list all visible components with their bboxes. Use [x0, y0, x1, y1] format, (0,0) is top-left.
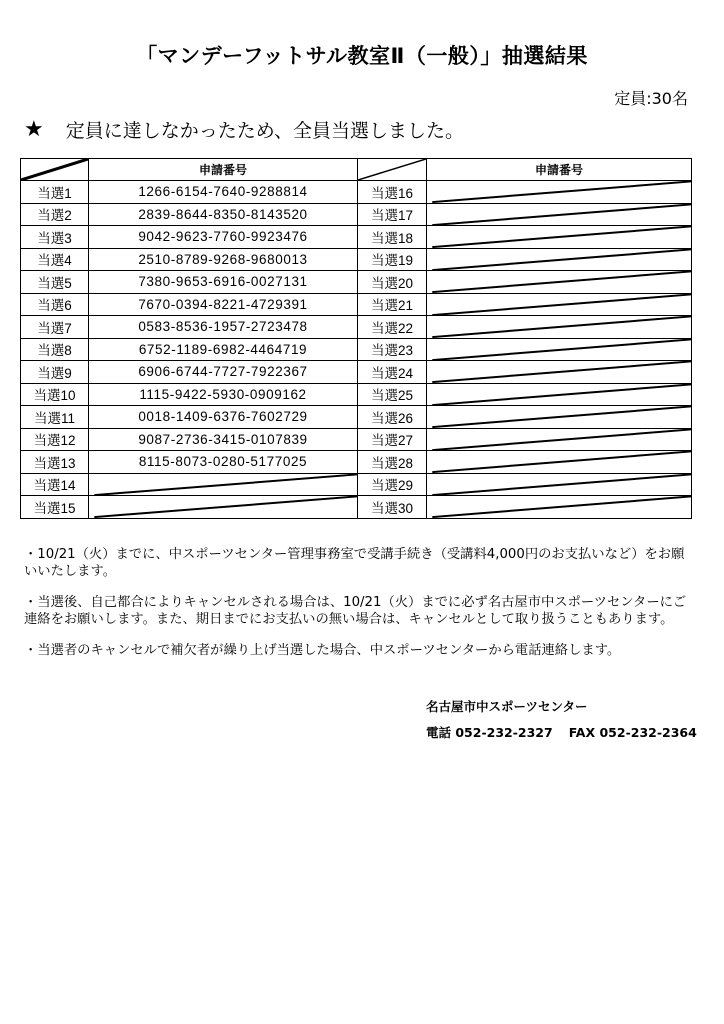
- application-number: [427, 496, 692, 519]
- header-corner-cell-left: [21, 159, 89, 181]
- table-row: [21, 496, 692, 519]
- application-number: [89, 473, 358, 496]
- application-number: [427, 293, 692, 316]
- fax-number: FAX 052-232-2364: [568, 725, 697, 740]
- table-row: [21, 428, 692, 451]
- winner-label: 当選25: [358, 383, 427, 406]
- winner-label: 当選5: [21, 271, 89, 294]
- winner-label: 当選28: [358, 451, 427, 474]
- header-application-number-left: 申請番号: [89, 159, 358, 181]
- empty-slash: [427, 496, 691, 518]
- note-item: ・10/21（火）までに、中スポーツセンター管理事務室で受講手続き（受講料4,000円のお支払いなど）をお願いいたします。: [24, 547, 685, 579]
- empty-slash: [427, 474, 691, 496]
- empty-slash: [427, 249, 691, 271]
- note-item: ・当選後、自己都合によりキャンセルされる場合は、10/21（火）までに必ず名古屋市中スポーツセンターにご連絡をお願いします。また、期日までにお支払いの無い場合は、キャンセルとして取り扱うこともあります。: [24, 595, 687, 627]
- empty-slash: [427, 384, 691, 406]
- empty-slash: [427, 429, 691, 451]
- empty-slash: [427, 294, 691, 316]
- winner-label: 当選30: [358, 496, 427, 519]
- table-row: [21, 316, 692, 339]
- empty-slash: [89, 474, 357, 496]
- application-number: [427, 428, 692, 451]
- notice-line: [24, 116, 464, 143]
- winner-label: 当選15: [21, 496, 89, 519]
- organization-name: 名古屋市中スポーツセンター: [426, 699, 588, 714]
- capacity-label: 定員:30名: [614, 89, 688, 108]
- empty-slash: [427, 361, 691, 383]
- table-row: [21, 473, 692, 496]
- winner-label: 当選21: [358, 293, 427, 316]
- winner-label: 当選2: [21, 203, 89, 226]
- table-body: [21, 181, 692, 519]
- phone-number: 電話 052-232-2327: [426, 725, 553, 740]
- application-number: [427, 226, 692, 249]
- application-number: 9042-9623-7760-9923476: [89, 226, 358, 249]
- table-row: [21, 451, 692, 474]
- empty-slash: [89, 496, 357, 518]
- application-number: [427, 203, 692, 226]
- diagonal-slash: [358, 159, 426, 180]
- winner-label: 当選7: [21, 316, 89, 339]
- winner-label: 当選27: [358, 428, 427, 451]
- lottery-results-table: [20, 158, 692, 519]
- table-row: [21, 248, 692, 271]
- empty-slash: [427, 339, 691, 361]
- diagonal-slash: [21, 159, 88, 180]
- winner-label: 当選20: [358, 271, 427, 294]
- application-number: 7670-0394-8221-4729391: [89, 293, 358, 316]
- contact-footer: [426, 694, 697, 746]
- winner-label: 当選3: [21, 226, 89, 249]
- winner-label: 当選4: [21, 248, 89, 271]
- application-number: 9087-2736-3415-0107839: [89, 428, 358, 451]
- winner-label: 当選9: [21, 361, 89, 384]
- contact-numbers: [426, 720, 697, 746]
- winner-label: 当選11: [21, 406, 89, 429]
- table-row: [21, 226, 692, 249]
- application-number: [427, 451, 692, 474]
- note-item: ・当選者のキャンセルで補欠者が繰り上げ当選した場合、中スポーツセンターから電話連絡します。: [24, 643, 621, 658]
- winner-label: 当選17: [358, 203, 427, 226]
- application-number: 1266-6154-7640-9288814: [89, 181, 358, 204]
- winner-label: 当選1: [21, 181, 89, 204]
- application-number: [89, 496, 358, 519]
- winner-label: 当選29: [358, 473, 427, 496]
- application-number: 2839-8644-8350-8143520: [89, 203, 358, 226]
- empty-slash: [427, 316, 691, 338]
- application-number: 8115-8073-0280-5177025: [89, 451, 358, 474]
- page-title: 「マンデーフットサル教室Ⅱ（一般）」抽選結果: [136, 44, 588, 68]
- table-row: [21, 293, 692, 316]
- star-icon: ★: [24, 117, 44, 142]
- application-number: 1115-9422-5930-0909162: [89, 383, 358, 406]
- table-row: [21, 361, 692, 384]
- winner-label: 当選14: [21, 473, 89, 496]
- table-row: [21, 181, 692, 204]
- header-corner-cell-right: [358, 159, 427, 181]
- winner-label: 当選10: [21, 383, 89, 406]
- notice-text: 定員に達しなかったため、全員当選しました。: [65, 120, 464, 142]
- empty-slash: [427, 204, 691, 226]
- header-application-number-right: 申請番号: [427, 159, 692, 181]
- application-number: [427, 181, 692, 204]
- application-number: [427, 338, 692, 361]
- winner-label: 当選18: [358, 226, 427, 249]
- winner-label: 当選13: [21, 451, 89, 474]
- application-number: 6906-6744-7727-7922367: [89, 361, 358, 384]
- table-row: [21, 406, 692, 429]
- empty-slash: [427, 406, 691, 428]
- empty-slash: [427, 181, 691, 203]
- application-number: 0583-8536-1957-2723478: [89, 316, 358, 339]
- application-number: [427, 383, 692, 406]
- empty-slash: [427, 451, 691, 473]
- application-number: 7380-9653-6916-0027131: [89, 271, 358, 294]
- table-row: [21, 383, 692, 406]
- winner-label: 当選8: [21, 338, 89, 361]
- winner-label: 当選22: [358, 316, 427, 339]
- application-number: [427, 473, 692, 496]
- table-row: [21, 203, 692, 226]
- application-number: [427, 406, 692, 429]
- application-number: [427, 271, 692, 294]
- application-number: 0018-1409-6376-7602729: [89, 406, 358, 429]
- table-header-row: [21, 159, 692, 181]
- application-number: [427, 248, 692, 271]
- empty-slash: [427, 271, 691, 293]
- application-number: 6752-1189-6982-4464719: [89, 338, 358, 361]
- application-number: [427, 361, 692, 384]
- table-row: [21, 271, 692, 294]
- winner-label: 当選26: [358, 406, 427, 429]
- winner-label: 当選19: [358, 248, 427, 271]
- application-number: 2510-8789-9268-9680013: [89, 248, 358, 271]
- application-number: [427, 316, 692, 339]
- empty-slash: [427, 226, 691, 248]
- winner-label: 当選12: [21, 428, 89, 451]
- winner-label: 当選16: [358, 181, 427, 204]
- winner-label: 当選24: [358, 361, 427, 384]
- notes-section: [24, 546, 696, 673]
- table-row: [21, 338, 692, 361]
- winner-label: 当選23: [358, 338, 427, 361]
- winner-label: 当選6: [21, 293, 89, 316]
